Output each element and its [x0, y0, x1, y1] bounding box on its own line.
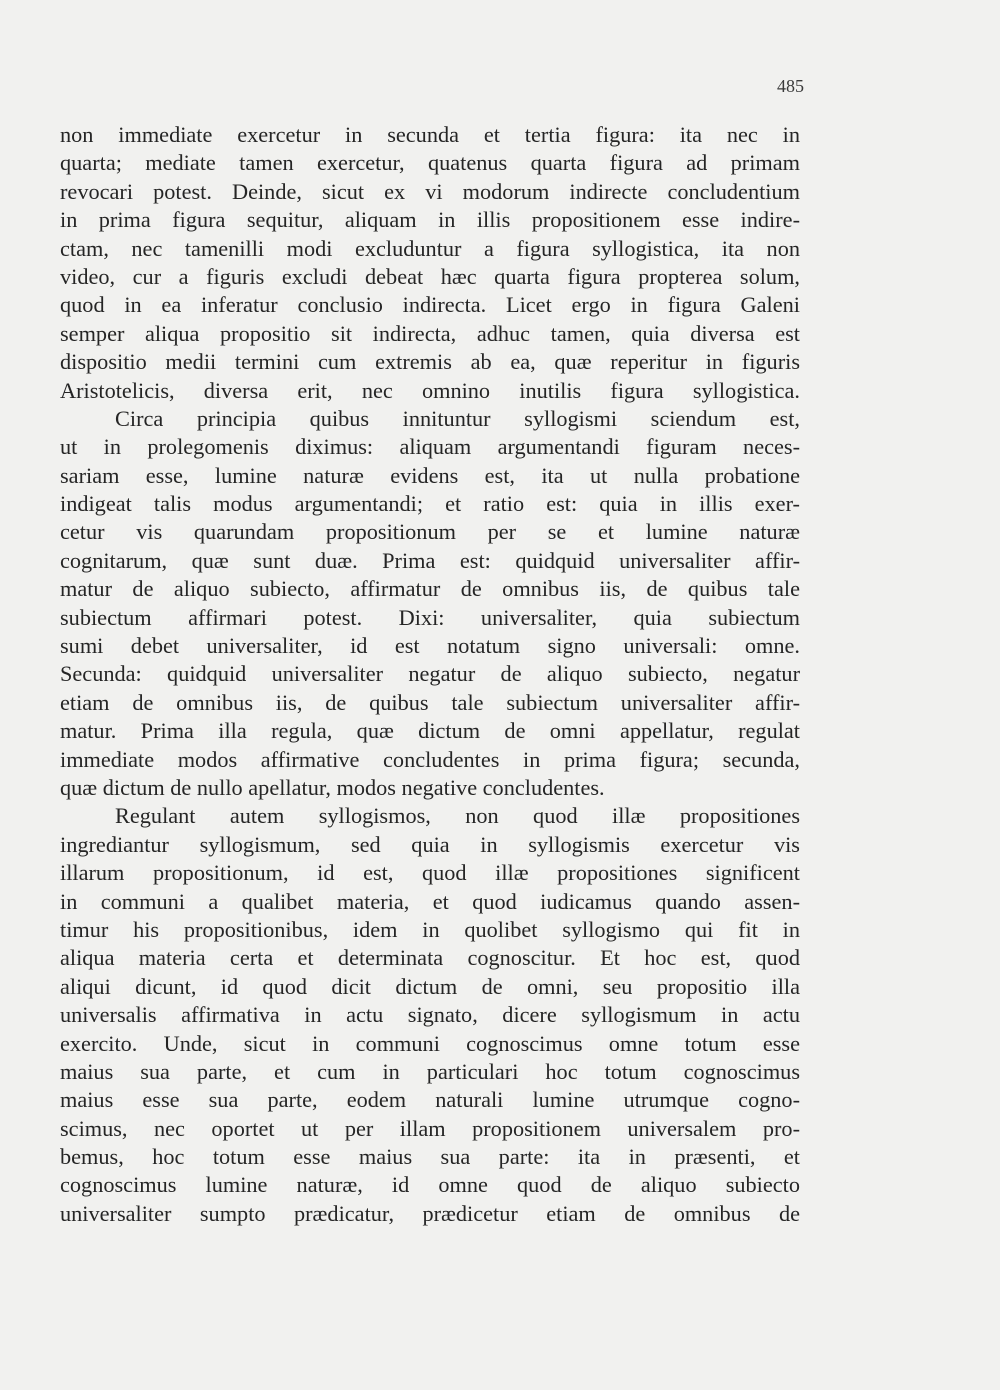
text-line: Circa principia quibus innituntur syllogismi sciendum est,: [115, 405, 800, 431]
page-number: 485: [777, 76, 804, 96]
text-line: cognoscimus lumine naturæ, id omne quod de aliquo subiecto: [60, 1172, 800, 1198]
text-line: matur. Prima illa regula, quæ dictum de omni appellatur, regulat: [60, 718, 800, 744]
text-line: maius esse sua parte, eodem naturali lumine utrumque cogno-: [60, 1087, 800, 1113]
text-line: dispositio medii termini cum extremis ab ea, quæ reperitur in figuris: [60, 349, 800, 375]
text-line: etiam de omnibus iis, de quibus tale subiectum universaliter affir-: [60, 689, 800, 715]
text-line: matur de aliquo subiecto, affirmatur de omnibus iis, de quibus tale: [60, 576, 800, 602]
text-line: video, cur a figuris excludi debeat hæc quarta figura propterea solum,: [60, 263, 800, 289]
text-line: exercito. Unde, sicut in communi cognoscimus omne totum esse: [60, 1030, 800, 1056]
text-line: cetur vis quarundam propositionum per se et lumine naturæ: [60, 519, 800, 545]
text-line: ut in prolegomenis diximus: aliquam argumentandi figuram neces-: [60, 434, 800, 460]
text-line: in communi a qualibet materia, et quod iudicamus quando assen-: [60, 888, 800, 914]
text-line: aliqua materia certa et determinata cognoscitur. Et hoc est, quod: [60, 945, 800, 971]
text-line: universalis affirmativa in actu signato, dicere syllogismum in actu: [60, 1002, 800, 1028]
text-line: in prima figura sequitur, aliquam in illis propositionem esse indire-: [60, 207, 800, 233]
text-line: ingrediantur syllogismum, sed quia in syllogismis exercetur vis: [60, 831, 800, 857]
text-line: ctam, nec tamenilli modi excluduntur a figura syllogistica, ita non: [60, 235, 800, 261]
text-line: cognitarum, quæ sunt duæ. Prima est: quidquid universaliter affir-: [60, 547, 800, 573]
text-line: aliqui dicunt, id quod dicit dictum de omni, seu propositio illa: [60, 973, 800, 999]
text-line: quæ dictum de nullo apellatur, modos negative concludentes.: [60, 774, 605, 800]
body-text: [60, 121, 800, 1228]
text-line: quod in ea inferatur conclusio indirecta. Licet ergo in figura Galeni: [60, 292, 800, 318]
text-line: sariam esse, lumine naturæ evidens est, ita ut nulla probatione: [60, 462, 800, 488]
text-line: indigeat talis modus argumentandi; et ratio est: quia in illis exer-: [60, 491, 800, 517]
text-line: universaliter sumpto prædicatur, prædicetur etiam de omnibus de: [60, 1200, 800, 1226]
text-line: subiectum affirmari potest. Dixi: universaliter, quia subiectum: [60, 604, 800, 630]
text-line: quarta; mediate tamen exercetur, quatenus quarta figura ad primam: [60, 150, 800, 176]
text-line: immediate modos affirmative concludentes in prima figura; secunda,: [60, 746, 800, 772]
text-line: semper aliqua propositio sit indirecta, adhuc tamen, quia diversa est: [60, 320, 800, 346]
text-line: Secunda: quidquid universaliter negatur de aliquo subiecto, negatur: [60, 661, 800, 687]
text-line: revocari potest. Deinde, sicut ex vi modorum indirecte concludentium: [60, 178, 800, 204]
text-line: non immediate exercetur in secunda et tertia figura: ita nec in: [60, 122, 800, 147]
text-line: timur his propositionibus, idem in quolibet syllogismo qui fit in: [60, 916, 800, 942]
text-line: illarum propositionum, id est, quod illæ propositiones significent: [60, 860, 800, 886]
text-line: Aristotelicis, diversa erit, nec omnino inutilis figura syllogistica.: [60, 377, 800, 403]
text-line: sumi debet universaliter, id est notatum signo universali: omne.: [60, 633, 800, 659]
text-line: Regulant autem syllogismos, non quod illæ propositiones: [115, 803, 800, 829]
text-line: scimus, nec oportet ut per illam propositionem universalem pro-: [60, 1115, 800, 1141]
text-line: maius sua parte, et cum in particulari hoc totum cognoscimus: [60, 1058, 800, 1084]
text-line: bemus, hoc totum esse maius sua parte: ita in præsenti, et: [60, 1144, 800, 1170]
